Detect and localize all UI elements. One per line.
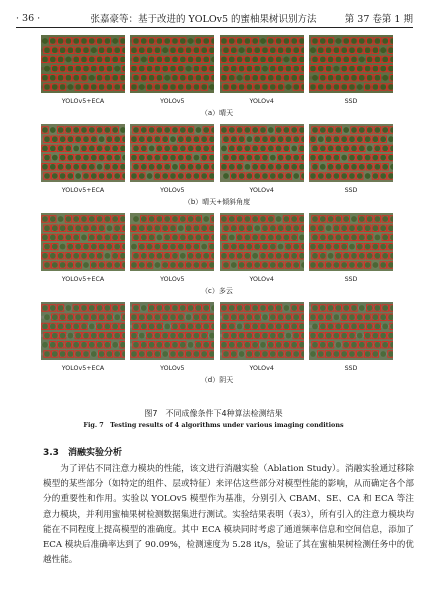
model-label: YOLOv5 [160, 98, 185, 105]
model-label: YOLOv4 [249, 365, 274, 372]
panel-row-a [41, 35, 393, 93]
subcaption-d: （d）阴天 [200, 376, 234, 384]
model-label: YOLOv4 [249, 187, 274, 194]
model-label: SSD [344, 276, 358, 283]
model-labels-c [41, 274, 393, 286]
detection-image [309, 213, 393, 271]
subcaption-b: （b）晴天+倾斜角度 [183, 198, 251, 206]
model-label: YOLOv5 [160, 276, 185, 283]
detection-image [309, 35, 393, 93]
detection-image [309, 302, 393, 360]
detection-image [130, 213, 214, 271]
detection-image [41, 302, 125, 360]
detection-image [41, 213, 125, 271]
model-label: SSD [344, 365, 358, 372]
model-label: YOLOv5 [160, 365, 185, 372]
model-label: YOLOv5 [160, 187, 185, 194]
figure-caption-en: Fig. 7 Testing results of 4 algorithms under various imaging conditions [83, 421, 344, 429]
model-labels-d [41, 363, 393, 375]
model-label: SSD [344, 98, 358, 105]
page-number: · 36 · [16, 12, 41, 24]
detection-image [309, 124, 393, 182]
header-rule [16, 27, 413, 28]
detection-image [220, 213, 304, 271]
body-paragraph: 为了评估不同注意力模块的性能，该文进行消融实验（Ablation Study）。消融实验通过移除模型的某些部分（如特定的组件、层或特征）来评估这些部分对模型性能的影响，从而确定各个部分的重要性和作用。实验以 YOLOv5 模型作为基准，分别引入 CBAM、SE、CA 和 ECA 等注意力模块，并利用蜜柚果树检测数据集进行测试。实验结果表明（表3），所有引入的注意力模块均能在不同程度上提高模型的准确度。其中 ECA 模块同时考虑了通道频率信息和空间信息，添加了 ECA 模块后准确率达到了 90.09%，检测速度为 5.28 it/s，验证了其在蜜柚果树检测任务中的优越性能。 [43, 464, 414, 566]
detection-image [41, 35, 125, 93]
detection-image [220, 124, 304, 182]
figure-caption-cn: 图7 不同成像条件下4种算法检测结果 [144, 409, 283, 418]
running-header [16, 10, 413, 26]
section-heading: 3.3 消融实验分析 [43, 448, 122, 458]
model-label: YOLOv5+ECA [61, 276, 105, 283]
subcaption-c: （c）多云 [201, 287, 233, 295]
model-labels-b [41, 185, 393, 197]
panel-row-b [41, 124, 393, 182]
detection-image [130, 124, 214, 182]
model-labels-a [41, 96, 393, 108]
running-title: 张嘉豪等：基于改进的 YOLOv5 的蜜柚果树识别方法 [90, 14, 317, 25]
model-label: YOLOv5+ECA [61, 98, 105, 105]
model-label: YOLOv4 [249, 98, 274, 105]
journal-volume: 第 37 卷第 1 期 [344, 14, 413, 25]
detection-image [220, 35, 304, 93]
model-label: YOLOv5+ECA [61, 365, 105, 372]
detection-image [130, 302, 214, 360]
detection-image [220, 302, 304, 360]
model-label: SSD [344, 187, 358, 194]
model-label: YOLOv5+ECA [61, 187, 105, 194]
panel-row-c [41, 213, 393, 271]
detection-image [41, 124, 125, 182]
model-label: YOLOv4 [249, 276, 274, 283]
subcaption-a: （a）晴天 [200, 109, 234, 117]
panel-row-d [41, 302, 393, 360]
figure-7 [41, 35, 393, 391]
detection-image [130, 35, 214, 93]
